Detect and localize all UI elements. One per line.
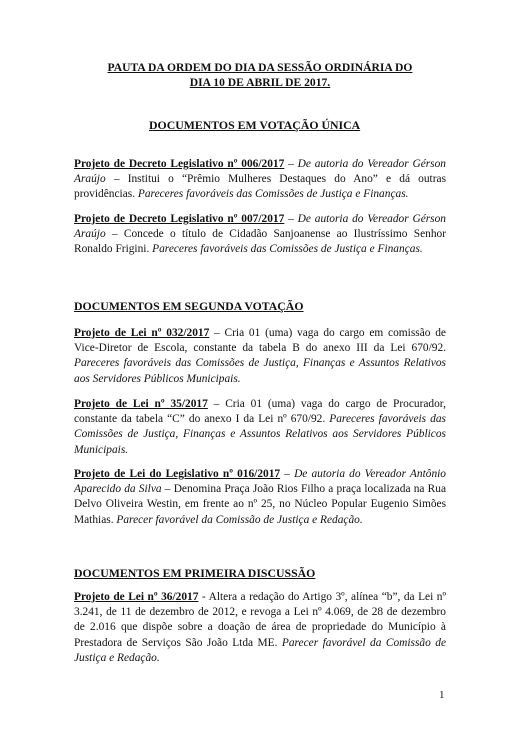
item-opinion: Pareceres favoráveis das Comissões de Justiça e Finanças.	[152, 243, 423, 256]
title-line-2: DIA 10 DE ABRIL DE 2017.	[189, 76, 331, 89]
item-opinion: Parecer favorável da Comissão de Justiça e Redação.	[74, 636, 446, 664]
item-separator: –	[284, 213, 298, 225]
page-title	[60, 60, 460, 90]
item-author: De autoria do Vereador Gérson Araújo	[74, 213, 447, 241]
item-reference: Projeto de Lei nº 36/2017	[74, 591, 199, 603]
section-heading-segunda-votacao: DOCUMENTOS EM SEGUNDA VOTAÇÃO	[74, 299, 304, 313]
item-separator: –	[209, 327, 225, 339]
agenda-item-lei-35	[74, 397, 446, 458]
item-reference: Projeto de Decreto Legislativo nº 006/2017	[74, 158, 285, 170]
item-reference: Projeto de Lei nº 35/2017	[74, 398, 208, 410]
page-number: 1	[439, 689, 445, 701]
item-reference: Projeto de Decreto Legislativo nº 007/2017	[74, 213, 285, 225]
item-description: Denomina Praça João Rios Filho a praça localizada na Rua Delvo Oliveira Westin, em frente ao nº 25, no Núcleo Popular Eugenio Simões Mathias.	[74, 483, 447, 526]
agenda-item-decreto-007	[74, 212, 446, 258]
item-opinion: Pareceres favoráveis das Comissões de Justiça, Finanças e Assuntos Relativos aos Servidores Públicos Municipais.	[74, 357, 446, 385]
item-description: Concede o título de Cidadão Sanjoanense ao Ilustríssimo Senhor Ronaldo Frigini.	[74, 228, 447, 256]
item-description: Cria 01 (uma) vaga do cargo de Procurador, constante da tabela “C” do anexo I da Lei nº 670/92.	[74, 398, 446, 426]
agenda-item-lei-legislativo-016	[74, 467, 446, 528]
item-reference: Projeto de Lei do Legislativo nº 016/2017	[74, 468, 281, 480]
agenda-item-lei-36	[74, 590, 446, 666]
item-separator: -	[198, 591, 209, 603]
agenda-item-lei-032	[74, 326, 446, 387]
item-author: De autoria do Vereador Antônio Aparecido da Silva	[74, 468, 446, 496]
item-separator-2: –	[161, 483, 174, 496]
item-opinion: Pareceres favoráveis das Comissões de Justiça, Finanças e Assuntos Relativos aos Servidores Públicos Municipais.	[74, 413, 446, 456]
title-line-1: PAUTA DA ORDEM DO DIA DA SESSÃO ORDINÁRIA DO	[107, 61, 413, 74]
item-separator: –	[284, 158, 298, 170]
item-separator-2: –	[105, 173, 128, 186]
agenda-item-decreto-006	[74, 157, 446, 203]
item-reference: Projeto de Lei nº 032/2017	[74, 327, 210, 339]
item-separator: –	[280, 468, 295, 480]
item-separator-2: –	[105, 228, 124, 241]
section-heading-votacao-unica: DOCUMENTOS EM VOTAÇÃO ÚNICA	[149, 118, 361, 132]
item-description: Altera a redação do Artigo 3º, alínea “b”, da Lei nº 3.241, de 11 de dezembro de 2012, e revoga a Lei nº 4.069, de 28 de dezembro de 2.016 que dispõe sobre a doação de área de propriedade do Município à Prestadora de Serviços São João Ltda ME.	[74, 591, 446, 649]
item-description: Institui o “Prêmio Mulheres Destaques do Ano” e dá outras providências.	[74, 173, 446, 201]
section-heading-primeira-discussao: DOCUMENTOS EM PRIMEIRA DISCUSSÃO	[74, 566, 316, 580]
item-opinion: Parecer favorável da Comissão de Justiça e Redação.	[116, 513, 363, 526]
item-author: De autoria do Vereador Gérson Araújo	[74, 158, 447, 186]
item-description: Cria 01 (uma) vaga do cargo em comissão de Vice-Diretor de Escola, constante da tabela B do anexo III da Lei 670/92.	[74, 327, 446, 355]
item-opinion: Pareceres favoráveis das Comissões de Justiça e Finanças.	[137, 188, 409, 201]
item-separator: –	[207, 398, 226, 410]
